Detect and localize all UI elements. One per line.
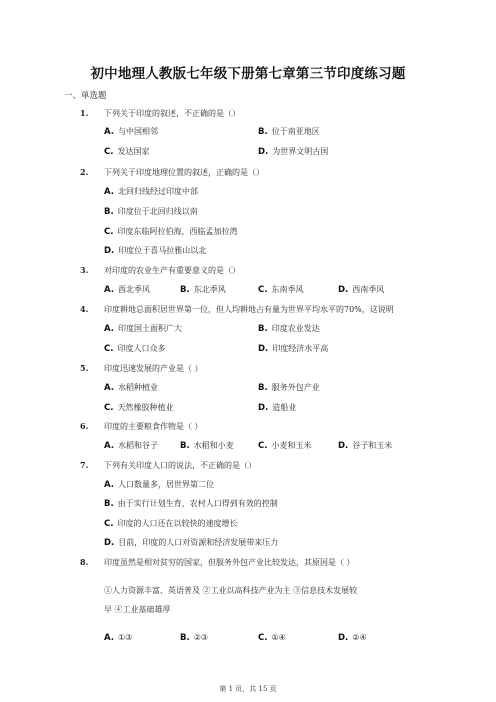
option-text: 印度位于北回归线以南 <box>117 207 198 216</box>
option-text: 小麦和玉米 <box>271 441 312 450</box>
question-text: 下列关于印度地理位置的叙述，正确的是（） <box>104 168 264 177</box>
option <box>104 206 198 217</box>
option-text: 印度东临阿拉伯海，西临孟加拉湾 <box>117 227 238 236</box>
option <box>258 343 328 354</box>
question-stem-line: ①人力资源丰富、英语普及 ②工业以高科技产业为主 ③信息技术发展较 <box>104 586 358 595</box>
option <box>104 323 182 334</box>
option-letter: A. <box>104 285 114 295</box>
option-text: 印度人口众多 <box>117 344 166 353</box>
question-number: 2. <box>80 167 89 177</box>
option-text: 水稻种植业 <box>117 383 158 392</box>
option-text: 服务外包产业 <box>271 383 320 392</box>
question-stem-line: 早 ④工业基础雄厚 <box>104 605 171 614</box>
option-letter: B. <box>104 499 114 509</box>
option-text: 水稻和谷子 <box>117 441 158 450</box>
section-heading: 一、单选题 <box>64 91 107 101</box>
option <box>104 402 173 413</box>
option-text: 东南季风 <box>271 285 304 294</box>
option-letter: C. <box>104 147 114 157</box>
question-number: 6. <box>80 421 89 431</box>
question-text: 印度的主要粮食作物是（ ） <box>104 422 203 431</box>
question-number: 4. <box>80 304 89 314</box>
option-letter: D. <box>338 633 349 643</box>
option-text: 印度国土面积广大 <box>117 324 182 333</box>
option-letter: C. <box>104 344 114 354</box>
question-number: 1. <box>80 108 89 118</box>
option <box>104 440 158 451</box>
option-text: 印度位于喜马拉雅山以北 <box>118 246 207 255</box>
option-letter: D. <box>258 403 269 413</box>
option-text: 发达国家 <box>117 147 150 156</box>
option-text: 印度农业发达 <box>271 324 320 333</box>
option-letter: A. <box>104 324 114 334</box>
option-letter: A. <box>104 480 114 490</box>
option <box>258 402 296 413</box>
option-letter: A. <box>104 633 114 643</box>
option-letter: C. <box>104 227 114 237</box>
option-letter: B. <box>258 324 268 334</box>
option-text: 西南季风 <box>352 285 385 294</box>
option <box>180 284 226 295</box>
question-number: 3. <box>80 265 89 275</box>
option-text: 造船业 <box>272 403 297 412</box>
option-letter: A. <box>104 187 114 197</box>
option-letter: D. <box>258 344 269 354</box>
option-letter: C. <box>258 441 268 451</box>
option <box>338 633 367 643</box>
option-text: 由于实行计划生育，农村人口得到有效的控制 <box>117 499 278 508</box>
question-text: 对印度的农业生产有重要意义的是（） <box>104 266 240 275</box>
option-letter: B. <box>258 383 268 393</box>
option <box>104 498 278 509</box>
option-letter: B. <box>104 207 114 217</box>
option <box>104 537 278 548</box>
option-text: ②③ <box>193 633 209 642</box>
option <box>258 382 320 393</box>
option-letter: C. <box>258 633 268 643</box>
option <box>104 245 206 256</box>
option-letter: C. <box>104 519 114 529</box>
option-text: ①③ <box>117 633 133 642</box>
option-text: 印度的人口还在以较快的速度增长 <box>117 519 238 528</box>
option <box>104 226 237 237</box>
option-letter: B. <box>180 285 190 295</box>
option-letter: D. <box>258 147 269 157</box>
option-text: 水稻和小麦 <box>193 441 234 450</box>
option <box>104 126 158 137</box>
question-text: 印度耕地总面积居世界第一位，但人均耕地占有量为世界平均水平的70%，这说明 <box>104 305 394 314</box>
option <box>338 284 384 295</box>
option-text: 为世界文明古国 <box>272 147 329 156</box>
option <box>258 126 320 137</box>
option <box>104 343 165 354</box>
option-text: 北回归线经过印度中部 <box>117 187 198 196</box>
option-letter: B. <box>180 633 190 643</box>
option <box>104 518 237 529</box>
option <box>104 186 198 197</box>
option-letter: A. <box>104 127 114 137</box>
option-letter: B. <box>258 127 268 137</box>
option-text: 东北季风 <box>193 285 226 294</box>
option-text: ①④ <box>271 633 286 642</box>
option <box>338 440 392 451</box>
option <box>258 440 311 451</box>
option-text: 位于南亚地区 <box>271 127 320 136</box>
option-letter: D. <box>104 538 115 548</box>
option <box>258 323 320 334</box>
option <box>180 440 234 451</box>
page-footer: 第 1 页，共 15 页 <box>219 685 277 693</box>
option-text: ②④ <box>352 633 367 642</box>
option-letter: B. <box>180 441 190 451</box>
option-text: 印度经济水平高 <box>272 344 329 353</box>
option <box>104 633 132 643</box>
question-number: 5. <box>80 363 89 373</box>
option <box>104 382 158 393</box>
option <box>180 633 208 643</box>
option-letter: C. <box>258 285 268 295</box>
option <box>104 146 149 157</box>
option-letter: D. <box>104 246 115 256</box>
question-number: 8. <box>80 557 89 567</box>
option <box>104 479 214 490</box>
question-text: 下列关于印度的叙述，不正确的是（） <box>104 109 240 118</box>
question-text: 印度虽然是相对贫穷的国家，但服务外包产业比较发达，其原因是（ ） <box>104 558 355 567</box>
option-text: 目前，印度的人口对资源和经济发展带来压力 <box>118 538 279 547</box>
option-letter: A. <box>104 383 114 393</box>
option-letter: C. <box>104 403 114 413</box>
option-letter: D. <box>338 285 349 295</box>
question-text: 印度迅速发展的产业是（ ） <box>104 364 203 373</box>
option-text: 西北季风 <box>117 285 150 294</box>
option-letter: A. <box>104 441 114 451</box>
option <box>258 633 286 643</box>
question-text: 下列有关印度人口的说法，不正确的是（） <box>104 461 256 470</box>
option <box>104 284 150 295</box>
option-text: 与中国相邻 <box>117 127 158 136</box>
option-text: 谷子和玉米 <box>352 441 393 450</box>
option-text: 人口数量多，居世界第二位 <box>117 480 214 489</box>
option-text: 天然橡胶种植业 <box>117 403 174 412</box>
option <box>258 284 303 295</box>
page-title: 初中地理人教版七年级下册第七章第三节印度练习题 <box>90 66 406 82</box>
option <box>258 146 328 157</box>
question-number: 7. <box>80 460 89 470</box>
option-letter: D. <box>338 441 349 451</box>
